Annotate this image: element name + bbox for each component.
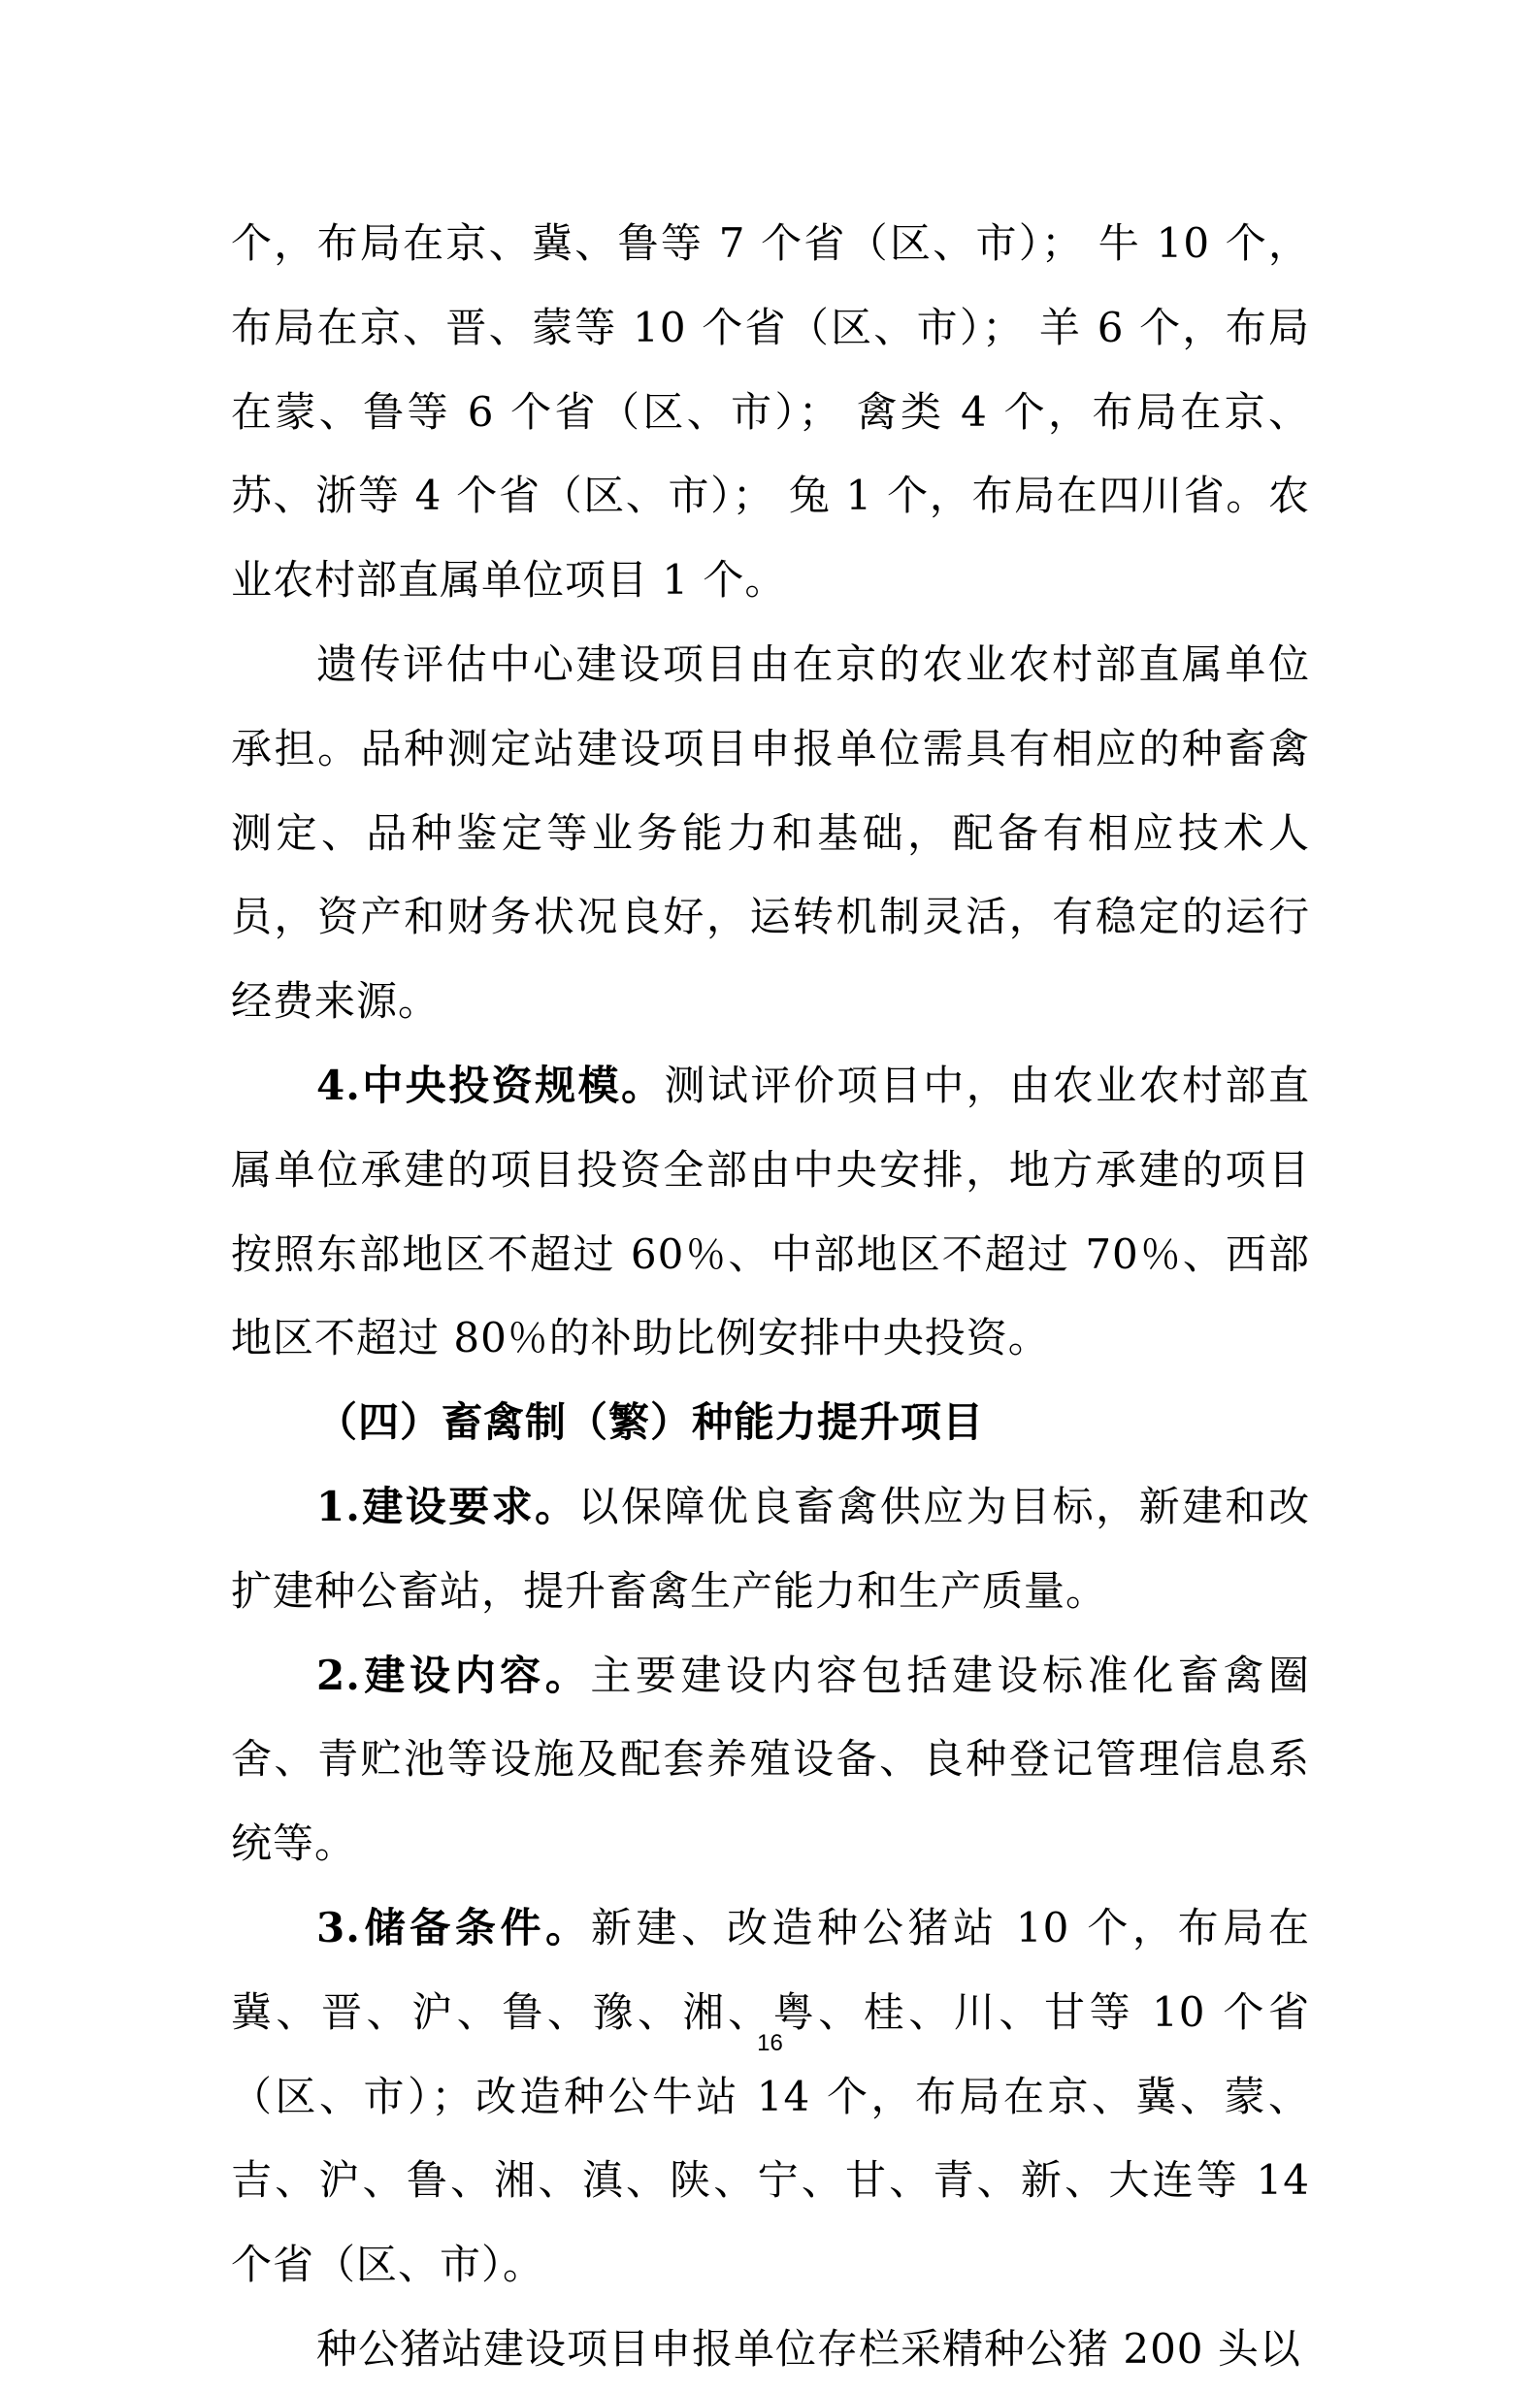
paragraph-central-investment — [231, 1044, 1310, 1381]
document-body — [231, 202, 1310, 2392]
paragraph-construction-requirements — [231, 1465, 1310, 1634]
paragraph-text: 测试评价项目中，由农业农村部直属单位承建的项目投资全部由中央安排，地方承建的项目按照东部地区不超过 60％、中部地区不超过 70％、西部地区不超过 80％的补助比例安排中央投资。 — [231, 1061, 1310, 1362]
paragraph-lead: 3.储备条件。 — [316, 1903, 591, 1951]
paragraph-lead: 1.建设要求。 — [316, 1482, 578, 1530]
paragraph-reserve-conditions — [231, 1886, 1310, 2308]
paragraph-evaluation-center — [231, 623, 1310, 1044]
paragraph-text: 遗传评估中心建设项目由在京的农业农村部直属单位承担。品种测定站建设项目申报单位需具有相应的种畜禽测定、品种鉴定等业务能力和基础，配备有相应技术人员，资产和财务状况良好，运转机制灵活，有稳定的运行经费来源。 — [231, 639, 1310, 1026]
page-number: 16 — [757, 2030, 783, 2056]
paragraph-text: 新建、改造种公猪站 10 个，布局在冀、晋、沪、鲁、豫、湘、粤、桂、川、甘等 10 个省（区、市）；改造种公牛站 14 个，布局在京、冀、蒙、吉、沪、鲁、湘、滇、陕、宁、甘、青、新、大连等 14 个省（区、市）。 — [231, 1903, 1310, 2289]
paragraph-text: 主要建设内容包括建设标准化畜禽圈舍、青贮池等设施及配套养殖设备、良种登记管理信息系统等。 — [231, 1651, 1310, 1868]
paragraph-text: 个，布局在京、冀、鲁等 7 个省（区、市）； 牛 10 个，布局在京、晋、蒙等 10 个省（区、市）； 羊 6 个，布局在蒙、鲁等 6 个省（区、市）； 禽类 4 个，布局在京、苏、浙等 4 个省（区、市）； 兔 1 个，布局在四川省。农业农村部直属单位项目 1 个。 — [231, 219, 1310, 605]
paragraph-text: 以保障优良畜禽供应为目标，新建和改扩建种公畜站，提升畜禽生产能力和生产质量。 — [231, 1482, 1310, 1615]
section-heading: （四）畜禽制（繁）种能力提升项目 — [316, 1398, 985, 1447]
paragraph-construction-content — [231, 1634, 1310, 1886]
paragraph-continuation — [231, 202, 1310, 623]
paragraph-lead: 2.建设内容。 — [316, 1651, 591, 1699]
paragraph-text: 种公猪站建设项目申报单位存栏采精种公猪 200 头以 — [316, 2324, 1301, 2373]
paragraph-lead: 4.中央投资规模。 — [316, 1061, 665, 1109]
paragraph-boar-station — [231, 2308, 1310, 2392]
